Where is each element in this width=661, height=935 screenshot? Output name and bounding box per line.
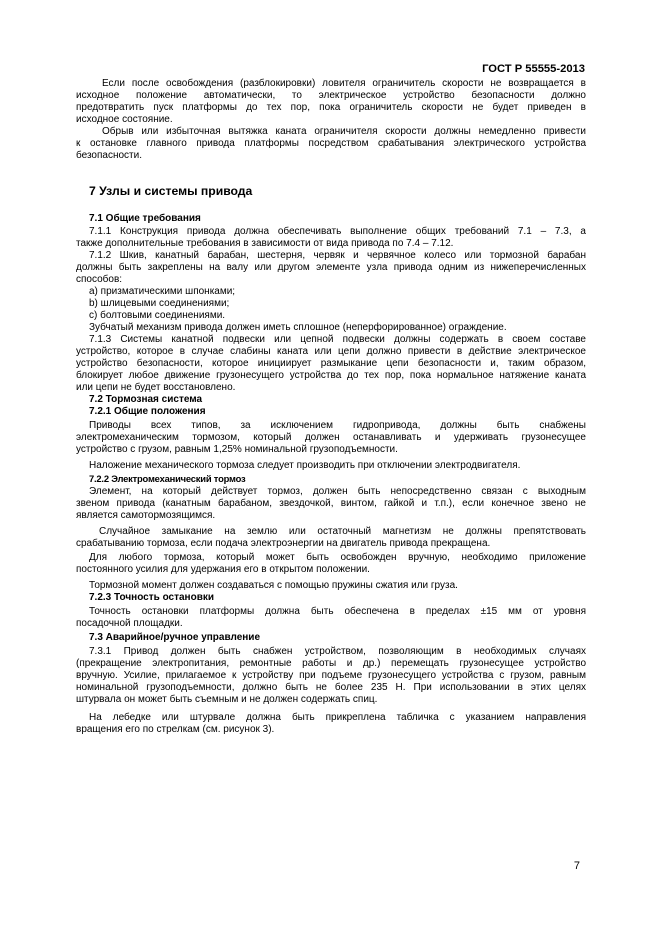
text-line: Элемент, на который действует тормоз, должен быть непосредственно связан с выходным [89, 486, 586, 497]
text-line: номинальной грузоподъемности, должно быть не более 235 Н. При использовании в этих целях [76, 682, 586, 693]
text-line: 7.3.1 Привод должен быть снабжен устройством, позволяющим в необходимых случаях [89, 646, 586, 657]
text-line: Для любого тормоза, который может быть освобожден вручную, необходимо приложение [89, 552, 586, 563]
text-line: постоянного усилия для удержания его в открытом положении. [76, 564, 370, 575]
subsection-heading: 7.3 Аварийное/ручное управление [89, 632, 261, 643]
text-line: На лебедке или штурвале должна быть прикреплена табличка с указанием направления [89, 712, 586, 723]
text-line: 7.1.2 Шкив, канатный барабан, шестерня, червяк и червячное колесо или тормозной барабан [89, 250, 586, 261]
text-line: предотвратить пуск платформы до тех пор, пока ограничитель скорости не будет приведен в [76, 102, 586, 113]
subsection-heading: 7.2.2 Электромеханический тормоз [89, 473, 246, 484]
subsection-heading: 7.2.3 Точность остановки [89, 592, 215, 603]
list-item: а) призматическими шпонками; [89, 286, 236, 297]
text-line: (прекращение электропитания, ремонтные работы и др.) перемещать грузонесущее устройство [76, 658, 586, 669]
text-line: устройство с грузом, равным 1,25% номинальной грузоподъемности. [76, 444, 398, 455]
text-line: вращения его по стрелкам (см. рисунок 3). [76, 724, 275, 735]
text-line: 7.1.3 Системы канатной подвески или цепной подвески должны содержать в своем составе [89, 334, 586, 345]
list-item: b) шлицевыми соединениями; [89, 298, 230, 309]
text-line: блокирует любое движение грузонесущего устройства до тех пор, пока нормальное натяжение каната [76, 370, 586, 381]
text-line: устройство безопасности, которое инициирует размыкание цепи безопасности и, таким образом, [76, 358, 586, 369]
text-line: или цепи не будет восстановлено. [76, 382, 236, 393]
text-line: вручную. Усилие, прилагаемое к устройству при подъеме грузонесущего устройства с грузом, равным [76, 670, 586, 681]
text-line: Обрыв или избыточная вытяжка каната ограничителя скорости должны немедленно привести [102, 126, 586, 137]
list-item: с) болтовыми соединениями. [89, 310, 226, 321]
text-line: штурвала он может быть съемным и не должен содержать спиц. [76, 694, 378, 705]
text-line: Если после освобождения (разблокировки) ловителя ограничитель скорости не возвращается в [102, 78, 586, 89]
page-number: 7 [573, 860, 580, 872]
text-line: посадочной площадки. [76, 618, 183, 629]
text-line: также дополнительные требования в зависимости от вида привода по 7.4 – 7.12. [76, 238, 454, 249]
text-line: является самотормозящимся. [76, 510, 216, 521]
subsection-heading: 7.2.1 Общие положения [89, 406, 206, 417]
text-line: Тормозной момент должен создаваться с помощью пружины сжатия или груза. [89, 580, 458, 591]
text-line: Наложение механического тормоза следует производить при отключении электродвигателя. [89, 460, 521, 471]
text-line: способов: [76, 274, 123, 285]
text-line: устройство, которое в случае слабины каната или цепи должно привести в действие электрическое [76, 346, 586, 357]
text-line: безопасности. [76, 150, 142, 161]
subsection-heading: 7.1 Общие требования [89, 213, 201, 224]
section-heading: 7 Узлы и системы привода [89, 184, 253, 198]
document-standard-id: ГОСТ Р 55555-2013 [482, 63, 585, 75]
text-line: 7.1.1 Конструкция привода должна обеспечивать выполнение общих требований 7.1 – 7.3, а [89, 226, 586, 237]
text-line: Случайное замыкание на землю или остаточный магнетизм не должны препятствовать [99, 526, 586, 537]
subsection-heading: 7.2 Тормозная система [89, 394, 203, 405]
text-line: Зубчатый механизм привода должен иметь сплошное (неперфорированное) ограждение. [89, 322, 507, 333]
text-line: срабатыванию тормоза, если подача электроэнергии на двигатель привода прекращена. [76, 538, 491, 549]
text-line: электромеханическим тормозом, который должен останавливать и удерживать грузонесущее [76, 432, 586, 443]
text-line: Приводы всех типов, за исключением гидропривода, должны быть снабжены [89, 420, 586, 431]
text-line: Точность остановки платформы должна быть обеспечена в пределах ±15 мм от уровня [89, 606, 586, 617]
text-line: к остановке главного привода платформы посредством срабатывания электрического устройства [76, 138, 586, 149]
text-line: исходное состояние. [76, 114, 173, 125]
text-line: звеном привода (канатным барабаном, звездочкой, винтом, гайкой и т.п.), если конечное звено не [76, 498, 586, 509]
text-line: должны быть закреплены на валу или другом элементе узла привода одним из нижеперечисленных [76, 262, 586, 273]
text-line: исходное положение автоматически, то электрическое устройство безопасности должно [76, 90, 586, 101]
